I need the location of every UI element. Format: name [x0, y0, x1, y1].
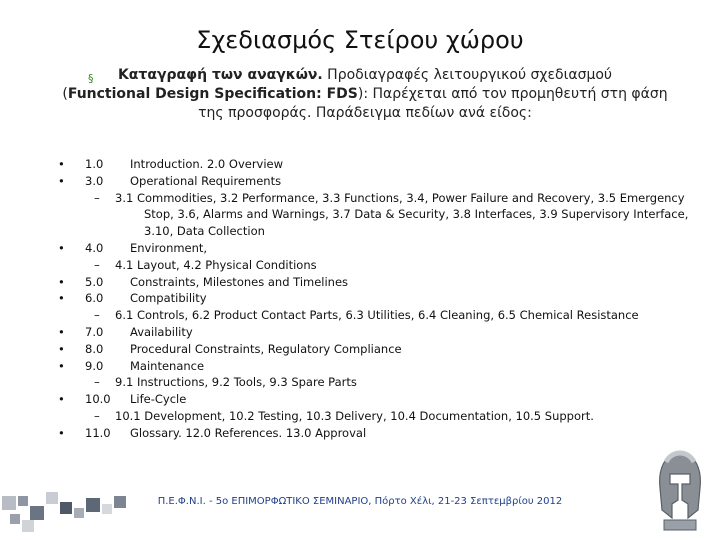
sub-line-2: Stop, 3.6, Alarms and Warnings, 3.7 Data & Security, 3.8 Interfaces, 3.9 Supervisory Interface,	[144, 207, 689, 222]
sub-line-1: 3.1 Commodities, 3.2 Performance, 3.3 Functions, 3.4, Power Failure and Recovery, 3.5 Emergency	[115, 190, 685, 205]
dash-icon: –	[94, 375, 100, 390]
intro-paragraph	[60, 66, 670, 123]
item-number: 11.0	[85, 425, 111, 440]
sub-item-text: 6.1 Controls, 6.2 Product Contact Parts, 6.3 Utilities, 6.4 Cleaning, 6.5 Chemical Resistance	[115, 308, 639, 323]
sub-item	[58, 190, 698, 240]
item-number: 9.0	[85, 358, 104, 373]
item-text: Maintenance	[130, 358, 205, 373]
dash-icon: –	[94, 190, 100, 205]
item-text: Life-Cycle	[130, 392, 187, 407]
item-number: 6.0	[85, 291, 104, 306]
item-number: 5.0	[85, 274, 104, 289]
item-number: 7.0	[85, 324, 104, 339]
sub-item	[58, 408, 698, 425]
dash-icon: –	[94, 408, 100, 423]
bullet-icon: •	[58, 341, 65, 356]
sub-item-text: 10.1 Development, 10.2 Testing, 10.3 Delivery, 10.4 Documentation, 10.5 Support.	[115, 408, 594, 423]
intro-line2-rest: ): Παρέχεται από τον προμηθευτή στη φάση	[357, 86, 668, 102]
footer-text: Π.Ε.Φ.Ν.Ι. - 5ο ΕΠΙΜΟΡΦΩΤΙΚΟ ΣΕΜΙΝΑΡΙΟ, Πόρτο Χέλι, 21-23 Σεπτεμβρίου 2012	[157, 496, 563, 507]
item-number: 1.0	[85, 157, 104, 171]
sub-item	[58, 307, 698, 324]
item-number: 4.0	[85, 240, 104, 255]
intro-line-2	[60, 85, 670, 104]
sub-item-text: 9.1 Instructions, 9.2 Tools, 9.3 Spare Parts	[115, 375, 357, 390]
item-text: Introduction. 2.0 Overview	[130, 157, 284, 171]
bullet-icon: •	[58, 157, 65, 171]
intro-paren: (	[62, 86, 68, 102]
intro-bullet-icon: §	[88, 72, 94, 85]
bullet-icon: •	[58, 173, 65, 188]
sub-item	[58, 374, 698, 391]
bullet-icon: •	[58, 392, 65, 407]
list-item	[58, 156, 698, 173]
intro-line-3: της προσφοράς. Παράδειγμα πεδίων ανά είδος:	[198, 105, 532, 121]
item-text: Constraints, Milestones and Timelines	[130, 274, 349, 289]
sub-line-3: 3.10, Data Collection	[144, 224, 265, 239]
fds-term: Functional Design Specification: FDS	[67, 86, 358, 102]
intro-line1-rest: Προδιαγραφές λειτουργικού σχεδιασμού	[322, 67, 613, 83]
decorative-squares-icon	[0, 478, 130, 540]
sub-item	[58, 257, 698, 274]
dash-icon: –	[94, 308, 100, 323]
item-number: 8.0	[85, 341, 104, 356]
list-item	[58, 358, 698, 375]
list-item	[58, 240, 698, 257]
sub-item-text	[115, 190, 698, 240]
fds-list	[58, 156, 698, 442]
slide-title: Σχεδιασμός Στείρου χώρου	[196, 26, 524, 54]
bullet-icon: •	[58, 291, 65, 306]
item-text: Compatibility	[130, 291, 207, 306]
item-number: 3.0	[85, 173, 104, 188]
list-item	[58, 341, 698, 358]
list-item	[58, 324, 698, 341]
list-item	[58, 290, 698, 307]
dash-icon: –	[94, 257, 100, 272]
list-item	[58, 274, 698, 291]
bullet-icon: •	[58, 425, 65, 440]
item-text: Procedural Constraints, Regulatory Compliance	[130, 341, 402, 356]
bullet-icon: •	[58, 358, 65, 373]
bullet-icon: •	[58, 324, 65, 339]
intro-line-1	[60, 66, 670, 85]
list-item	[58, 425, 698, 442]
item-text: Availability	[130, 324, 193, 339]
item-text: Environment,	[130, 240, 208, 255]
spartan-helmet-icon	[650, 448, 710, 534]
bullet-icon: •	[58, 240, 65, 255]
item-number: 10.0	[85, 392, 111, 407]
bullet-icon: •	[58, 274, 65, 289]
sub-item-text: 4.1 Layout, 4.2 Physical Conditions	[115, 257, 317, 272]
list-item	[58, 391, 698, 408]
list-item	[58, 173, 698, 190]
intro-lead: Καταγραφή των αναγκών.	[117, 67, 323, 83]
item-text: Operational Requirements	[130, 173, 282, 188]
item-text: Glossary. 12.0 References. 13.0 Approval	[130, 425, 367, 440]
